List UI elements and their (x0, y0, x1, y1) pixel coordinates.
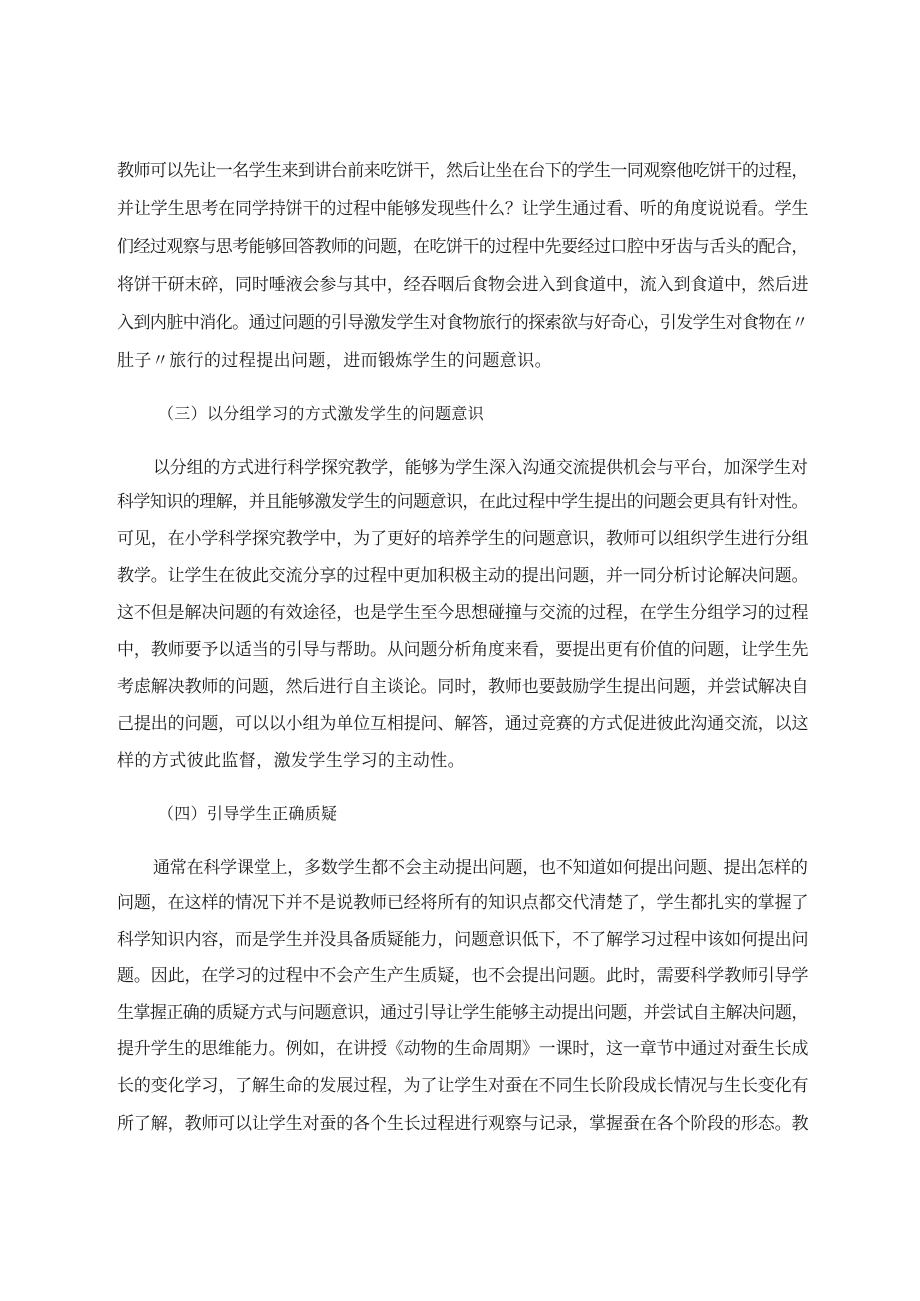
paragraph-line: 所了解，教师可以让学生对蚕的各个生长过程进行观察与记录，掌握蚕在各个阶段的形态。教 (117, 1114, 809, 1134)
paragraph-line: 以分组的方式进行科学探究教学，能够为学生深入沟通交流提供机会与平台，加深学生对 (153, 458, 808, 478)
paragraph-line: 将饼干研末碎，同时唾液会参与其中，经吞咽后食物会进入到食道中，流入到食道中，然后进 (117, 275, 809, 295)
paragraph-line: 并让学生思考在同学持饼干的过程中能够发现些什么？让学生通过看、听的角度说说看。学生 (117, 199, 809, 219)
paragraph-line: 己提出的问题，可以以小组为单位互相提问、解答，通过竞赛的方式促进彼此沟通交流，以这 (117, 714, 809, 734)
paragraph-line: 提升学生的思维能力。例如，在讲授《动物的生命周期》一课时，这一章节中通过对蚕生长成 (117, 1039, 809, 1059)
paragraph-line: 长的变化学习，了解生命的发展过程，为了让学生对蚕在不同生长阶段成长情况与生长变化有 (117, 1076, 809, 1096)
section-heading-4: （四）引导学生正确质疑 (158, 804, 338, 823)
paragraph-line: 中，教师要予以适当的引导与帮助。从问题分析角度来看，要提出更有价值的问题，让学生先 (117, 640, 809, 660)
paragraph-line: 考虑解决教师的问题，然后进行自主谈论。同时，教师也要鼓励学生提出问题，并尝试解决自 (117, 677, 809, 697)
paragraph-line: 教师可以先让一名学生来到讲台前来吃饼干，然后让坐在台下的学生一同观察他吃饼干的过程， (117, 161, 808, 181)
paragraph-line: 可见，在小学科学探究教学中，为了更好的培养学生的问题意识，教师可以组织学生进行分组 (117, 529, 809, 549)
paragraph-line: 们经过观察与思考能够回答教师的问题，在吃饼干的过程中先要经过口腔中牙齿与舌头的配合， (117, 237, 808, 257)
section-heading-3: （三）以分组学习的方式激发学生的问题意识 (158, 404, 485, 423)
paragraph-line: 样的方式彼此监督，激发学生学习的主动性。 (117, 751, 465, 771)
paragraph-line: 题。因此，在学习的过程中不会产生产生质疑，也不会提出问题。此时，需要科学教师引导学 (117, 966, 809, 986)
paragraph-line: 肚子〃旅行的过程提出问题，进而锻炼学生的问题意识。 (117, 351, 552, 371)
paragraph-line: 问题，在这样的情况下并不是说教师已经将所有的知识点都交代清楚了，学生都扎实的掌握了 (117, 893, 809, 913)
paragraph-line: 通常在科学课堂上，多数学生都不会主动提出问题，也不知道如何提出问题、提出怎样的 (153, 858, 808, 878)
paragraph-line: 这不但是解决问题的有效途径，也是学生至今思想碰撞与交流的过程，在学生分组学习的过程 (117, 603, 809, 623)
paragraph-line: 生掌握正确的质疑方式与问题意识，通过引导让学生能够主动提出问题，并尝试自主解决问题， (117, 1003, 808, 1023)
paragraph-line: 科学知识的理解，并且能够激发学生的问题意识，在此过程中学生提出的问题会更具有针对性。 (117, 492, 808, 512)
paragraph-line: 入到内脏中消化。通过问题的引导激发学生对食物旅行的探索欲与好奇心，引发学生对食物在〃 (117, 313, 808, 333)
paragraph-line: 科学知识内容，而是学生并没具备质疑能力，问题意识低下，不了解学习过程中该如何提出问 (117, 930, 809, 950)
paragraph-line: 教学。让学生在彼此交流分享的过程中更加积极主动的提出问题，并一同分析讨论解决问题。 (117, 566, 809, 586)
